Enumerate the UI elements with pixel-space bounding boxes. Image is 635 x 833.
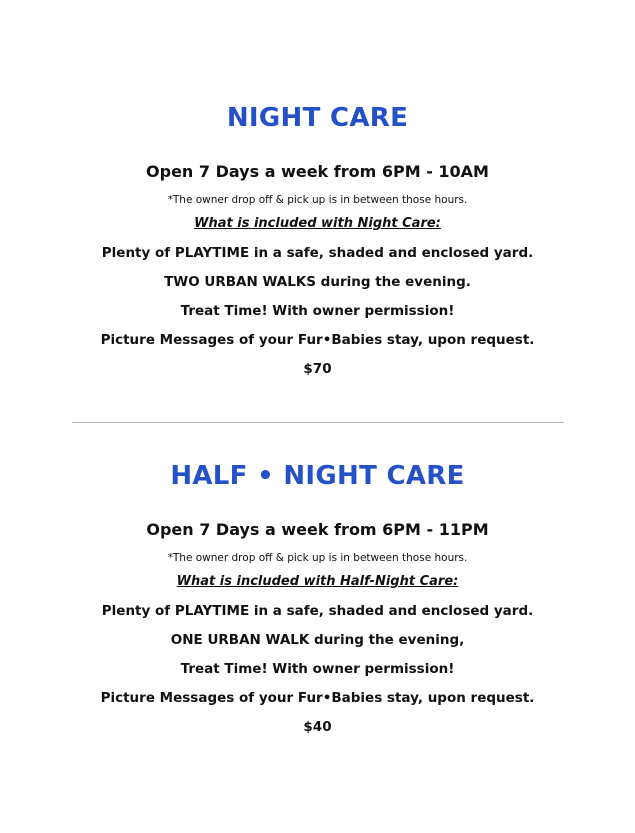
section-divider xyxy=(72,422,564,423)
half-night-care-price: $40 xyxy=(303,719,332,735)
night-care-feature-treat: Treat Time! With owner permission! xyxy=(180,303,455,319)
half-night-care-note: *The owner drop off & pick up is in between those hours. xyxy=(167,552,468,564)
half-night-care-feature-treat: Treat Time! With owner permission! xyxy=(180,661,455,677)
half-night-care-hours: Open 7 Days a week from 6PM - 11PM xyxy=(146,520,489,539)
half-night-care-feature-playtime: Plenty of PLAYTIME in a safe, shaded and enclosed yard. xyxy=(101,603,534,619)
night-care-feature-walks: TWO URBAN WALKS during the evening. xyxy=(164,274,471,290)
half-night-care-feature-list xyxy=(0,602,635,708)
night-care-feature-playtime: Plenty of PLAYTIME in a safe, shaded and enclosed yard. xyxy=(101,245,534,261)
half-night-care-feature-walk: ONE URBAN WALK during the evening, xyxy=(170,632,465,648)
night-care-title: NIGHT CARE xyxy=(226,103,409,133)
night-care-included-heading: What is included with Night Care: xyxy=(194,216,441,231)
night-care-section xyxy=(0,98,635,379)
night-care-price: $70 xyxy=(303,361,332,377)
night-care-feature-pictures: Picture Messages of your Fur•Babies stay, upon request. xyxy=(100,332,535,348)
half-night-care-section xyxy=(0,456,635,737)
night-care-note: *The owner drop off & pick up is in between those hours. xyxy=(167,194,468,206)
half-night-care-feature-pictures: Picture Messages of your Fur•Babies stay, upon request. xyxy=(100,690,535,706)
night-care-hours: Open 7 Days a week from 6PM - 10AM xyxy=(146,162,489,181)
half-night-care-included-heading: What is included with Half-Night Care: xyxy=(176,574,459,589)
night-care-feature-list xyxy=(0,244,635,350)
half-night-care-title: HALF • NIGHT CARE xyxy=(170,461,465,491)
